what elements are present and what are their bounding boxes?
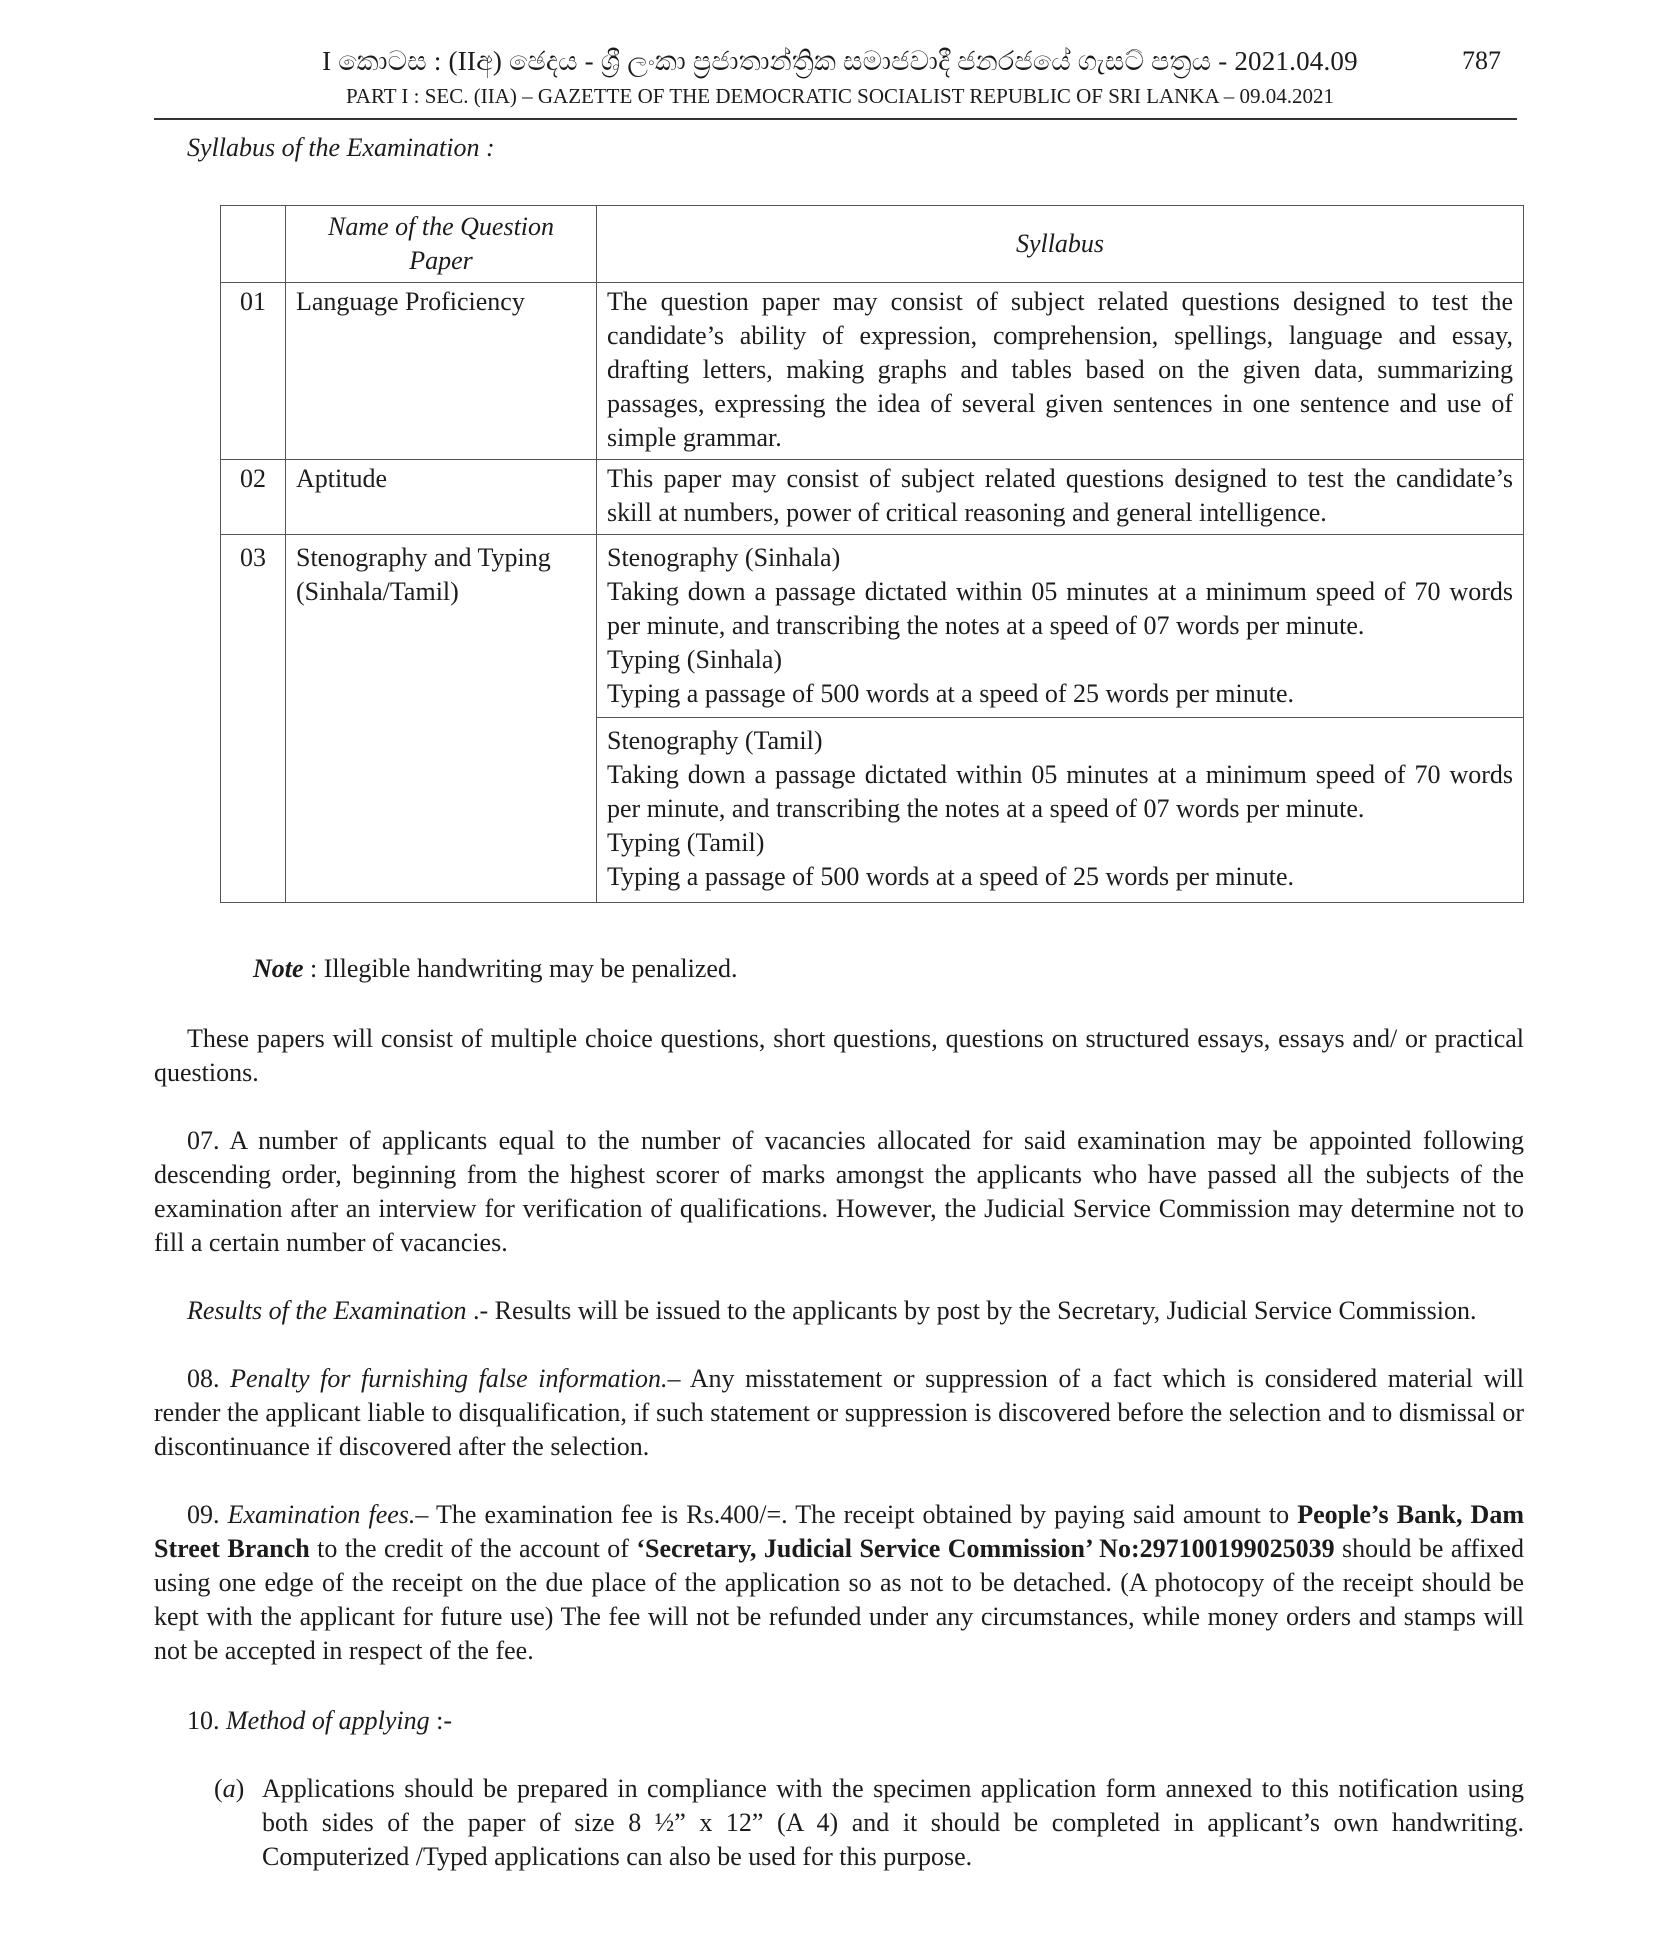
paragraph-09-title: Examination fees.– xyxy=(227,1500,429,1529)
syllabus-cell-sinhala xyxy=(597,535,1524,718)
header-sinhala-line: I කොටස : (IIඅ) ඡෙදය - ශ්‍රී ලංකා ප්‍රජාතාන්ත්‍රික සමාජවාදී ජනරජයේ ගැසට් පත්‍රය - 2021.04.09 xyxy=(322,46,1358,76)
note xyxy=(253,954,737,984)
paragraph-09-text-3: should be affixed using one edge of the receipt on the due place of the application so as not to be detached. (A photocopy of the receipt should be kept with the applicant for future use) The fee will not be refunded under any circumstances, while money orders and stamps will not be accepted in respect of the fee. xyxy=(154,1534,1524,1665)
papers-paragraph xyxy=(154,1022,1524,1090)
paragraph-08-num: 08. xyxy=(187,1364,231,1393)
paper-name: Aptitude xyxy=(286,460,597,535)
paragraph-10-suffix: :- xyxy=(429,1706,453,1735)
stenography-text: Taking down a passage dictated within 05 minutes at a minimum speed of 70 words per minute, and transcribing the notes at a speed of 07 words per minute. xyxy=(607,760,1513,823)
sub-item-a xyxy=(214,1772,1524,1874)
note-text: : Illegible handwriting may be penalized. xyxy=(303,954,738,983)
paragraph-08-title: Penalty for furnishing false information.– xyxy=(230,1364,681,1393)
account-name: ‘Secretary, Judicial Service Commission’ No:297100199025039 xyxy=(636,1534,1335,1563)
header-english-line: PART I : SEC. (IIA) – GAZETTE OF THE DEMOCRATIC SOCIALIST REPUBLIC OF SRI LANKA – 09.04.2021 xyxy=(346,84,1334,108)
syllabus-table xyxy=(220,205,1524,903)
header-rule xyxy=(154,118,1517,120)
row-number: 01 xyxy=(221,283,286,460)
label-open: ( xyxy=(214,1774,223,1803)
page-number: 787 xyxy=(1462,46,1501,75)
paragraph-09-text-1: The examination fee is Rs.400/=. The receipt obtained by paying said amount to xyxy=(428,1500,1298,1529)
typing-text: Typing a passage of 500 words at a speed of 25 words per minute. xyxy=(607,679,1295,708)
papers-text: These papers will consist of multiple choice questions, short questions, questions on structured essays, essays and/ or practical questions. xyxy=(154,1024,1524,1087)
bank-name: People’s Bank, Dam Street Branch xyxy=(154,1500,1524,1563)
header-name-cell: Name of the Question Paper xyxy=(286,206,597,283)
table-row xyxy=(221,535,1524,718)
stenography-title: Stenography (Sinhala) xyxy=(607,543,841,572)
paragraph-10-title: Method of applying xyxy=(226,1706,430,1735)
syllabus-text: This paper may consist of subject related questions designed to test the candidate’s skill at numbers, power of critical reasoning and general intelligence. xyxy=(597,460,1524,535)
paragraph-09-num: 09. xyxy=(187,1500,228,1529)
paper-name: Stenography and Typing (Sinhala/Tamil) xyxy=(286,535,597,718)
paragraph-08 xyxy=(154,1362,1524,1464)
table-row xyxy=(221,460,1524,535)
row-number-empty xyxy=(221,718,286,903)
paragraph-10-num: 10. xyxy=(187,1706,226,1735)
typing-title: Typing (Sinhala) xyxy=(607,645,783,674)
label-letter: a xyxy=(222,1774,236,1803)
paragraph-08-text: Any misstatement or suppression of a fact which is considered material will render the applicant liable to disqualification, if such statement or suppression is discovered before the selection and to dismissal or discontinuance if discovered after the selection. xyxy=(154,1364,1524,1461)
syllabus-section-title: Syllabus of the Examination : xyxy=(187,133,495,162)
row-number: 02 xyxy=(221,460,286,535)
results-paragraph xyxy=(154,1294,1524,1328)
results-text: .- Results will be issued to the applicants by post by the Secretary, Judicial Service Commission. xyxy=(466,1296,1477,1325)
syllabus-cell-tamil xyxy=(597,718,1524,903)
label-close: ) xyxy=(235,1774,245,1803)
header-syllabus-cell: Syllabus xyxy=(597,206,1524,283)
paper-name-empty xyxy=(286,718,597,903)
paragraph-09-text-2: to the credit of the account of xyxy=(309,1534,637,1563)
header-no-cell xyxy=(221,206,286,283)
paragraph-10 xyxy=(154,1704,1524,1738)
row-number: 03 xyxy=(221,535,286,718)
table-row xyxy=(221,283,1524,460)
stenography-text: Taking down a passage dictated within 05 minutes at a minimum speed of 70 words per minute, and transcribing the notes at a speed of 07 words per minute. xyxy=(607,577,1513,640)
paragraph-07 xyxy=(154,1124,1524,1260)
table-row xyxy=(221,718,1524,903)
note-label: Note xyxy=(253,954,304,983)
table-header-row xyxy=(221,206,1524,283)
typing-text: Typing a passage of 500 words at a speed of 25 words per minute. xyxy=(607,862,1295,891)
paper-name: Language Proficiency xyxy=(286,283,597,460)
sub-item-a-label xyxy=(214,1772,244,1806)
paragraph-07-text: 07. A number of applicants equal to the number of vacancies allocated for said examination may be appointed following descending order, beginning from the highest scorer of marks amongst the applicants who have passed all the subjects of the examination after an interview for verification of qualifications. However, the Judicial Service Commission may determine not to fill a certain number of vacancies. xyxy=(154,1126,1524,1257)
paragraph-09 xyxy=(154,1498,1524,1668)
stenography-title: Stenography (Tamil) xyxy=(607,726,823,755)
syllabus-text: The question paper may consist of subject related questions designed to test the candidate’s ability of expression, comprehension, spellings, language and essay, drafting letters, making graphs and tables based on the given data, summarizing passages, expressing the idea of several given sentences in one sentence and use of simple grammar. xyxy=(597,283,1524,460)
results-title: Results of the Examination xyxy=(187,1296,467,1325)
typing-title: Typing (Tamil) xyxy=(607,828,765,857)
sub-item-a-text: Applications should be prepared in compliance with the specimen application form annexed to this notification using both sides of the paper of size 8 ½” x 12” (A 4) and it should be completed in applicant’s own handwriting. Computerized /Typed applications can also be used for this purpose. xyxy=(262,1774,1524,1871)
